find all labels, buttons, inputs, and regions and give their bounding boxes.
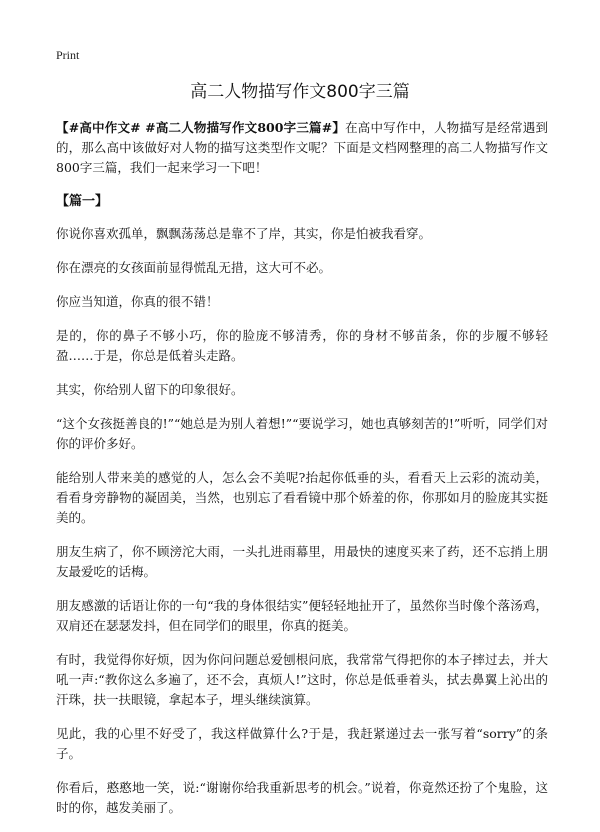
- page-title: 高二人物描写作文800字三篇: [190, 82, 410, 102]
- article-body: [56, 118, 548, 832]
- paragraph: 其实，你给别人留下的印象很好。: [56, 382, 244, 397]
- intro-tags: 【#高中作文# #高二人物描写作文800字三篇#】: [56, 120, 346, 135]
- paragraph: 能给别人带来美的感觉的人，怎么会不美呢?抬起你低垂的头，看看天上云彩的流动美，看看身旁静物的凝固美，当然，也别忘了看看镜中那个娇羞的你，你那如月的脸庞其实挺美的。: [56, 470, 548, 525]
- section-heading: 【篇一】: [56, 194, 109, 209]
- intro-paragraph: [56, 118, 548, 178]
- intro-text: 在高中写作中，人物描写是经常遇到的，那么高中该做好对人物的描写这类型作文呢？下面是文档网整理的高二人物描写作文800字三篇，我们一起来学习一下吧！: [56, 120, 548, 175]
- paragraph: 朋友感激的话语让你的一句“我的身体很结实”便轻轻地扯开了，虽然你当时像个落汤鸡，双肩还在瑟瑟发抖，但在同学们的眼里，你真的挺美。: [56, 598, 548, 633]
- paragraph: 你说你喜欢孤单，飘飘荡荡总是靠不了岸，其实，你是怕被我看穿。: [56, 226, 432, 241]
- paragraph: 你在漂亮的女孩面前显得慌乱无措，这大可不必。: [56, 260, 332, 275]
- paragraph: 你应当知道，你真的很不错！: [56, 294, 219, 309]
- paragraph: 你看后，憨憨地一笑，说:“谢谢你给我重新思考的机会。”说着，你竟然还扮了个鬼脸，这时的你，越发美丽了。: [56, 780, 548, 815]
- paragraph: 有时，我觉得你好烦，因为你问问题总爱刨根问底，我常常气得把你的本子摔过去，并大吼一声:“教你这么多遍了，还不会，真烦人!”这时，你总是低垂着头，拭去鼻翼上沁出的汗珠，扶一扶眼镜，拿起本子，埋头继续演算。: [56, 652, 548, 707]
- paragraph: 见此，我的心里不好受了，我这样做算什么?于是，我赶紧递过去一张写着“sorry”的条子。: [56, 726, 548, 761]
- paragraph: “这个女孩挺善良的!”“她总是为别人着想!”“要说学习，她也真够刻苦的!”听听，同学们对你的评价多好。: [56, 416, 548, 451]
- print-link[interactable]: Print: [56, 48, 80, 62]
- paragraph: 朋友生病了，你不顾滂沱大雨，一头扎进雨幕里，用最快的速度买来了药，还不忘捎上朋友最爱吃的话梅。: [56, 544, 548, 579]
- paragraph: 是的，你的鼻子不够小巧，你的脸庞不够清秀，你的身材不够苗条，你的步履不够轻盈……于是，你总是低着头走路。: [56, 328, 548, 363]
